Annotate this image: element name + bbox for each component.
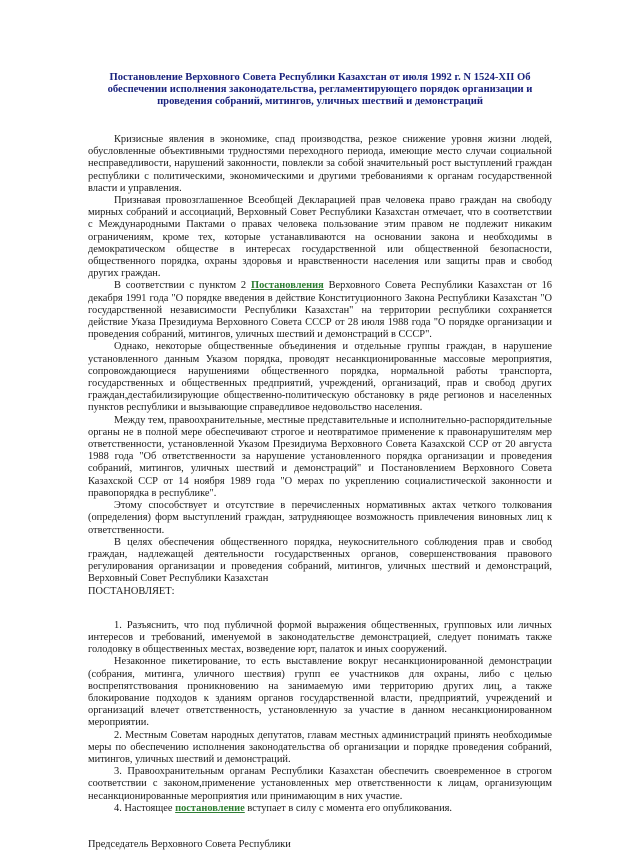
point-paragraph: Незаконное пикетирование, то есть выставление вокруг несанкционированной демонстрации (собрания, митинга, уличного шествия) групп ее участников для охраны, либо с целью воспрепятствования проникновению на занимаемую ими территорию других лиц, а также блокирование подходов к зданиям органов государственной власти, предприятий, учреждений и организаций влечет ответственность, установленную за участие в данном несанкционированном мероприятии. xyxy=(88,656,552,729)
preamble-paragraph: Признавая провозглашенное Всеобщей Декларацией прав человека право граждан на свободу мирных собраний и ассоциаций, Верховный Совет Республики Казахстан отмечает, что в соответствии с Международными Пактами о правах человека пользование этим правом не подлежит никаким ограничениям, кроме тех, которые устанавливаются на основании закона и необходимы в демократическом обществе в интересах государственной или общественной безопасности, общественного порядка, охраны здоровья и нравственности населения или защиты прав и свобод других граждан. xyxy=(88,195,552,280)
resolution-link[interactable]: постановление xyxy=(175,802,245,814)
paragraph-text: вступает в силу с момента его опубликования. xyxy=(244,802,453,814)
paragraph-text: 4. Настоящее xyxy=(114,802,176,814)
preamble-paragraph: Однако, некоторые общественные объединения и отдельные группы граждан, в нарушение установленного данным Указом порядка, проводят несанкционированные массовые мероприятия, сопровождающиеся нарушениями общественного порядка, нормальной работы транспорта, государственных и общественных предприятий, учреждений, организаций, прав и свобод других граждан,дестабилизирующие общественно-политическую обстановку в ряде регионов и населенных пунктов республики и вызывающие справедливое недовольство населения. xyxy=(88,341,552,414)
point-paragraph: 2. Местным Советам народных депутатов, главам местных администраций принять необходимые меры по обеспечению исполнения законодательства об организации и порядке проведения собраний, митингов, уличных шествий и демонстраций. xyxy=(88,729,552,765)
spacer xyxy=(88,598,552,620)
point-paragraph: 1. Разъяснить, что под публичной формой выражения общественных, групповых или личных интересов и требований, именуемой в законодательстве демонстрацией, следует понимать также голодовку в общественных местах, возведение юрт, палаток и иных сооружений. xyxy=(88,619,552,656)
signature: Председатель Верховного Совета Республики xyxy=(88,838,291,850)
preamble-paragraph: В целях обеспечения общественного порядка, неукоснительного соблюдения прав и свобод граждан, надлежащей деятельности государственных органов, совершенствования правового регулирования организации и проведения собраний, митингов, уличных шествий и демонстраций, Верховный Совет Республики Казахстан xyxy=(88,536,552,585)
point-paragraph xyxy=(88,803,552,815)
paragraph-text: Верховного Совета Республики Казахстан от 16 декабря 1991 года "О порядке введения в действие Конституционного Закона Республики Казахстан "О государственной независимости Республики Казахстан" на территории республики сохраняется действие Указа Президиума Верховного Совета СССР от 28 июля 1988 года "О порядке организации и проведения собраний, митингов, уличных шествий и демонстраций в СССР". xyxy=(88,280,552,341)
preamble-paragraph: Кризисные явления в экономике, спад производства, резкое снижение уровня жизни людей, обусловленные объективными трудностями переходного периода, имеющие место случаи социальной несправедливости, нарушений законности, повлекли за собой значительный рост выступлений граждан республики с политическими, экономическими и другими требованиями к органам государственной власти и управления. xyxy=(88,134,552,194)
preamble-section xyxy=(88,134,552,598)
preamble-paragraph: Между тем, правоохранительные, местные представительные и исполнительно-распорядительные органы не в полной мере обеспечивают строгое и неотвратимое применение к правонарушителям мер ответственности, установленной Указом Президиума Верховного Совета Казахской ССР от 20 августа 1988 года "Об ответственности за нарушение установленного порядка организации и проведения собраний, митингов, уличных шествий и демонстраций" и Постановлением Верховного Совета Казахской ССР от 14 ноября 1989 года "О мерах по укреплению социалистической законности и правопорядка в республике". xyxy=(88,414,552,499)
points-section xyxy=(88,620,552,815)
point-paragraph: 3. Правоохранительным органам Республики Казахстан обеспечить своевременное в строгом соответствии с законом,применение установленных мер ответственности к лицам, организующим несанкционированные мероприятия или принимающим в них участие. xyxy=(88,766,552,802)
paragraph-text: В соответствии с пунктом 2 xyxy=(114,280,251,292)
preamble-paragraph xyxy=(88,280,552,341)
document-title: Постановление Верховного Совета Республики Казахстан от июля 1992 г. N 1524-XII Об обеспечении исполнения законодательства, регламентирующего порядок организации и проведения собраний, митингов, уличных шествий и демонстраций xyxy=(107,72,533,107)
preamble-paragraph: Этому способствует и отсутствие в перечисленных нормативных актах четкого толкования (определения) форм выступлений граждан, затрудняющее возможность привлечения виновных лиц к ответственности. xyxy=(88,500,552,536)
resolution-link[interactable]: Постановления xyxy=(250,280,324,292)
document-page xyxy=(88,72,552,851)
resolves-heading: ПОСТАНОВЛЯЕТ: xyxy=(88,585,175,597)
